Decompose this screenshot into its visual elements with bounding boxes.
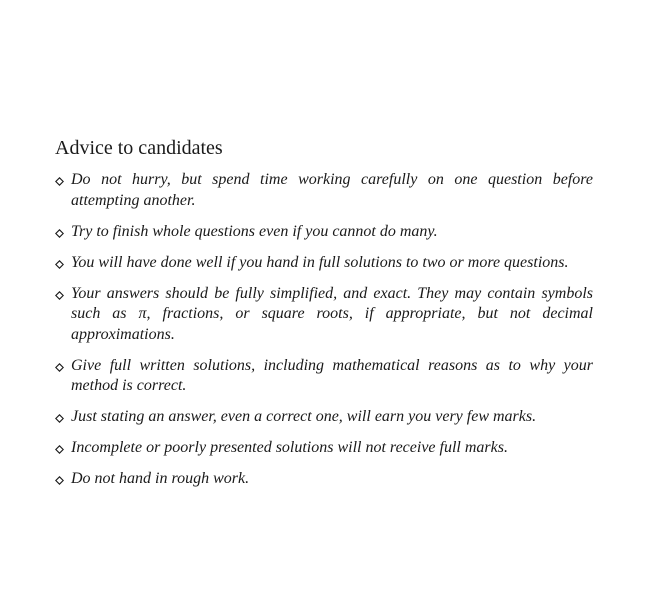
list-item <box>55 253 593 274</box>
list-item-text: Give full written solutions, including mathematical reasons as to why your method is correct. <box>71 356 593 394</box>
diamond-bullet-icon <box>55 445 64 454</box>
list-item-text: Try to finish whole questions even if you cannot do many. <box>71 222 438 240</box>
diamond-bullet-icon <box>55 363 64 372</box>
list-item <box>55 438 593 459</box>
section-heading: Advice to candidates <box>55 137 223 159</box>
diamond-bullet-icon <box>55 291 64 300</box>
diamond-bullet-icon <box>55 260 64 269</box>
diamond-bullet-icon <box>55 229 64 238</box>
list-item-text: Do not hurry, but spend time working carefully on one question before attempting another. <box>71 171 593 209</box>
list-item <box>55 407 593 428</box>
diamond-bullet-icon <box>55 476 64 485</box>
advice-list <box>55 170 593 500</box>
list-item <box>55 222 593 243</box>
list-item-text: Your answers should be fully simplified, and exact. They may contain symbols such as π, fractions, or square roots, if appropriate, but not decimal approximations. <box>71 284 593 343</box>
list-item <box>55 170 593 211</box>
list-item-text: Do not hand in rough work. <box>71 470 250 487</box>
list-item <box>55 356 593 397</box>
list-item <box>55 469 593 490</box>
diamond-bullet-icon <box>55 414 64 423</box>
list-item-text: You will have done well if you hand in full solutions to two or more questions. <box>71 253 569 271</box>
list-item <box>55 284 593 346</box>
list-item-text: Incomplete or poorly presented solutions will not receive full marks. <box>71 439 508 456</box>
list-item-text: Just stating an answer, even a correct one, will earn you very few marks. <box>71 408 537 425</box>
diamond-bullet-icon <box>55 177 64 186</box>
